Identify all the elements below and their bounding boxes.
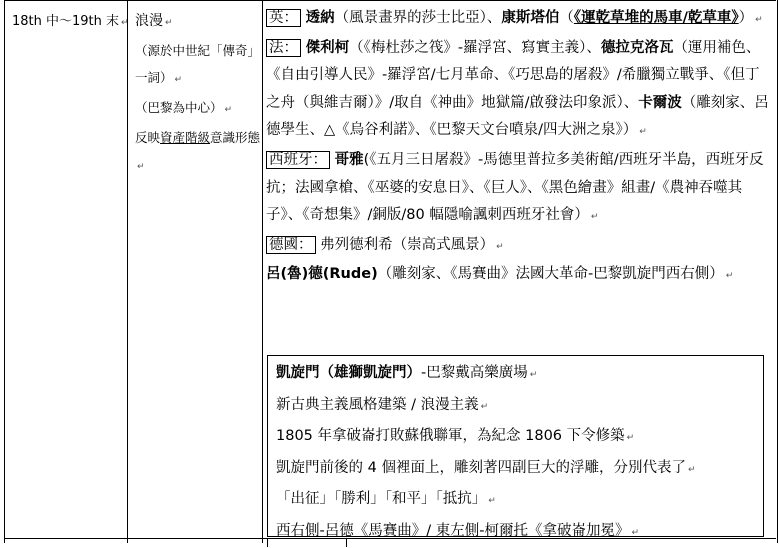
spain-paragraph: 西班牙： 哥雅(《五月三日屠殺》-馬德里普拉多美術館/西班牙半島，西班牙反抗；法國拿槍、《巫婆的安息日》、《巨人》、《黑色繪畫》組畫/《農神吞噬其子》、《奇想集》/銅版/80 幅隱喻諷刺西班牙社會） ↵ [266,151,764,224]
period-cell: 18th 中～19th 末 ↵ [12,14,129,29]
spain-tag: 西班牙： [266,151,330,169]
style-origin: （源於中世紀「傳奇」一詞） [135,43,261,85]
rude-paragraph: 呂(魯)德(Rude)（雕刻家、《馬賽曲》法國大革命-巴黎凱旋門西右側） ↵ [266,266,734,283]
content-cell [266,5,772,291]
column-divider-2 [262,0,263,543]
arc-de-triomphe-box: 凱旋門（雄獅凱旋門）-巴黎戴高樂廣場 ↵ 新古典主義風格建築 / 浪漫主義 ↵ 1805 年拿破崙打敗蘇俄聯軍，為紀念 1806 下令修築 ↵ 凱旋門前後的 4 個裡面上，雕刻著四副巨大的浮雕，分別代表了 ↵ 「出征」「勝利」「和平」「抵抗」 ↵ 西右側-呂德《馬賽曲》/ 東左側-柯爾托《拿破崙加冕》 ↵ [267,355,764,537]
column-divider-1 [127,0,128,543]
style-title: 浪漫 [135,13,163,29]
france-paragraph: 法： 傑利柯（《梅杜莎之筏》-羅浮宮、寫實主義）、德拉克洛瓦（運用補色、《自由引導人民》-羅浮宮/七月革命、《巧思島的屠殺》/希臘獨立戰爭、《但丁之舟（與維吉爾）》/取自《神曲》地獄篇/啟發法印象派）、卡爾波（雕刻家、呂德學生、△《烏谷利諾》、《巴黎天文台噴泉/四大洲之泉》） ↵ [266,39,769,139]
france-tag: 法： [266,39,301,57]
germany-tag: 德國： [266,236,316,254]
ideology-underlined: 資產階級 [160,130,211,145]
arch-title: 凱旋門（雄獅凱旋門） [276,365,421,381]
row-top-border [4,0,776,1]
style-cell: 浪漫 ↵ （源於中世紀「傳奇」一詞） ↵ （巴黎為中心） ↵ 反映資產階級意識形態↵ [135,13,261,172]
england-paragraph: 英： 透納（風景畫界的莎士比亞）、康斯塔伯（《運乾草堆的馬車/乾草車》） ↵ [266,5,772,35]
style-center: （巴黎為中心） [135,100,223,115]
haywain-work: 《運乾草堆的馬車/乾草車》 [573,10,739,26]
germany-paragraph: 德國： 弗列德利希（崇高式風景） ↵ [266,232,772,262]
england-tag: 英： [266,9,301,27]
